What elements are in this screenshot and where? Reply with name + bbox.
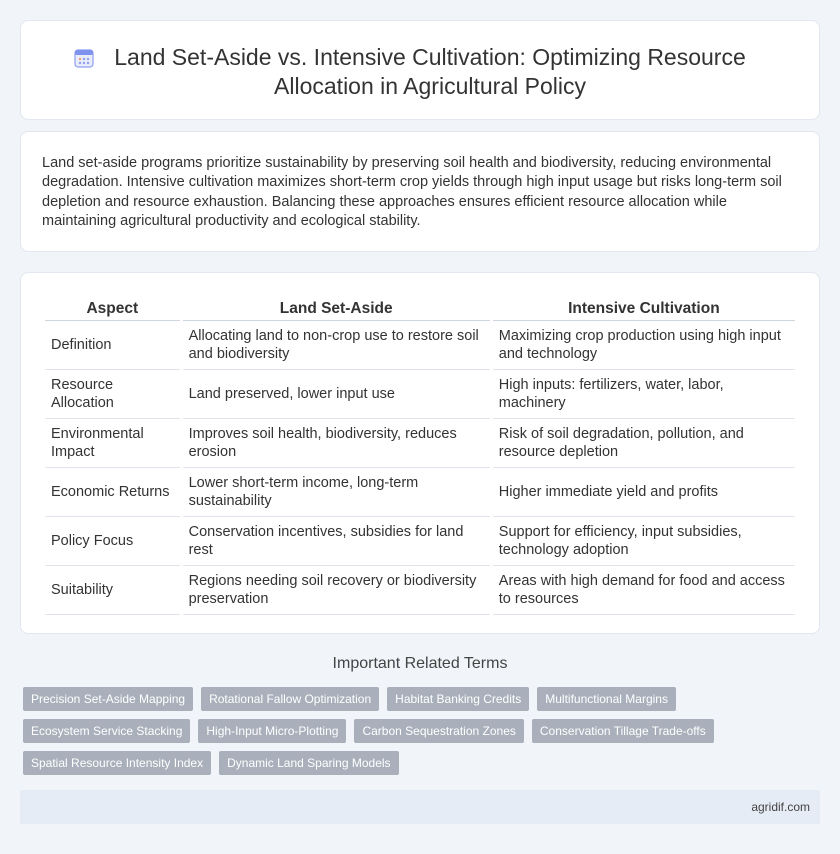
footer (20, 790, 820, 824)
related-term-tag[interactable]: Ecosystem Service Stacking (23, 719, 190, 743)
cell-intensive: High inputs: fertilizers, water, labor, machinery (493, 370, 795, 419)
page-title: Land Set-Aside vs. Intensive Cultivation: Optimizing Resource Allocation in Agricultural Policy (114, 44, 746, 99)
cell-aspect: Suitability (45, 566, 180, 615)
cell-set-aside: Lower short-term income, long-term sustainability (183, 468, 490, 517)
related-term-tag[interactable]: Multifunctional Margins (537, 687, 676, 711)
cell-intensive: Risk of soil degradation, pollution, and resource depletion (493, 419, 795, 468)
cell-intensive: Areas with high demand for food and access to resources (493, 566, 795, 615)
table-header-row (45, 295, 795, 321)
related-term-tag[interactable]: Dynamic Land Sparing Models (219, 751, 398, 775)
cell-aspect: Definition (45, 321, 180, 370)
comparison-table (42, 295, 798, 615)
cell-aspect: Policy Focus (45, 517, 180, 566)
table-row (45, 566, 795, 615)
related-terms-title: Important Related Terms (332, 655, 508, 672)
header-intensive-cultivation: Intensive Cultivation (493, 295, 795, 321)
related-term-tag[interactable]: Precision Set-Aside Mapping (23, 687, 193, 711)
cell-intensive: Support for efficiency, input subsidies, technology adoption (493, 517, 795, 566)
cell-intensive: Maximizing crop production using high input and technology (493, 321, 795, 370)
related-term-tag[interactable]: High-Input Micro-Plotting (198, 719, 346, 743)
cell-intensive: Higher immediate yield and profits (493, 468, 795, 517)
table-row (45, 468, 795, 517)
cell-aspect: Resource Allocation (45, 370, 180, 419)
related-terms-list (23, 687, 823, 783)
comparison-card (20, 272, 820, 634)
related-term-tag[interactable]: Habitat Banking Credits (387, 687, 529, 711)
cell-aspect: Economic Returns (45, 468, 180, 517)
cell-set-aside: Regions needing soil recovery or biodiversity preservation (183, 566, 490, 615)
intro-card (20, 131, 820, 252)
related-term-tag[interactable]: Rotational Fallow Optimization (201, 687, 379, 711)
table-row (45, 370, 795, 419)
cell-set-aside: Allocating land to non-crop use to restore soil and biodiversity (183, 321, 490, 370)
related-term-tag[interactable]: Conservation Tillage Trade-offs (532, 719, 714, 743)
cell-set-aside: Land preserved, lower input use (183, 370, 490, 419)
cell-aspect: Environmental Impact (45, 419, 180, 468)
intro-paragraph: Land set-aside programs prioritize sustainability by preserving soil health and biodiversity, reducing environmental degradation. Intensive cultivation maximizes short-term crop yields through high input usage but risks long-term soil depletion and resource exhaustion. Balancing these approaches ensures efficient resource allocation while maintaining agricultural productivity and ecological stability. (42, 155, 782, 230)
related-term-tag[interactable]: Carbon Sequestration Zones (354, 719, 523, 743)
table-row (45, 517, 795, 566)
header-land-set-aside: Land Set-Aside (183, 295, 490, 321)
cell-set-aside: Improves soil health, biodiversity, reduces erosion (183, 419, 490, 468)
cell-set-aside: Conservation incentives, subsidies for land rest (183, 517, 490, 566)
table-row (45, 419, 795, 468)
related-term-tag[interactable]: Spatial Resource Intensity Index (23, 751, 211, 775)
header-aspect: Aspect (45, 295, 180, 321)
footer-site-link[interactable]: agridif.com (751, 800, 810, 814)
title-card (20, 20, 820, 120)
table-row (45, 321, 795, 370)
